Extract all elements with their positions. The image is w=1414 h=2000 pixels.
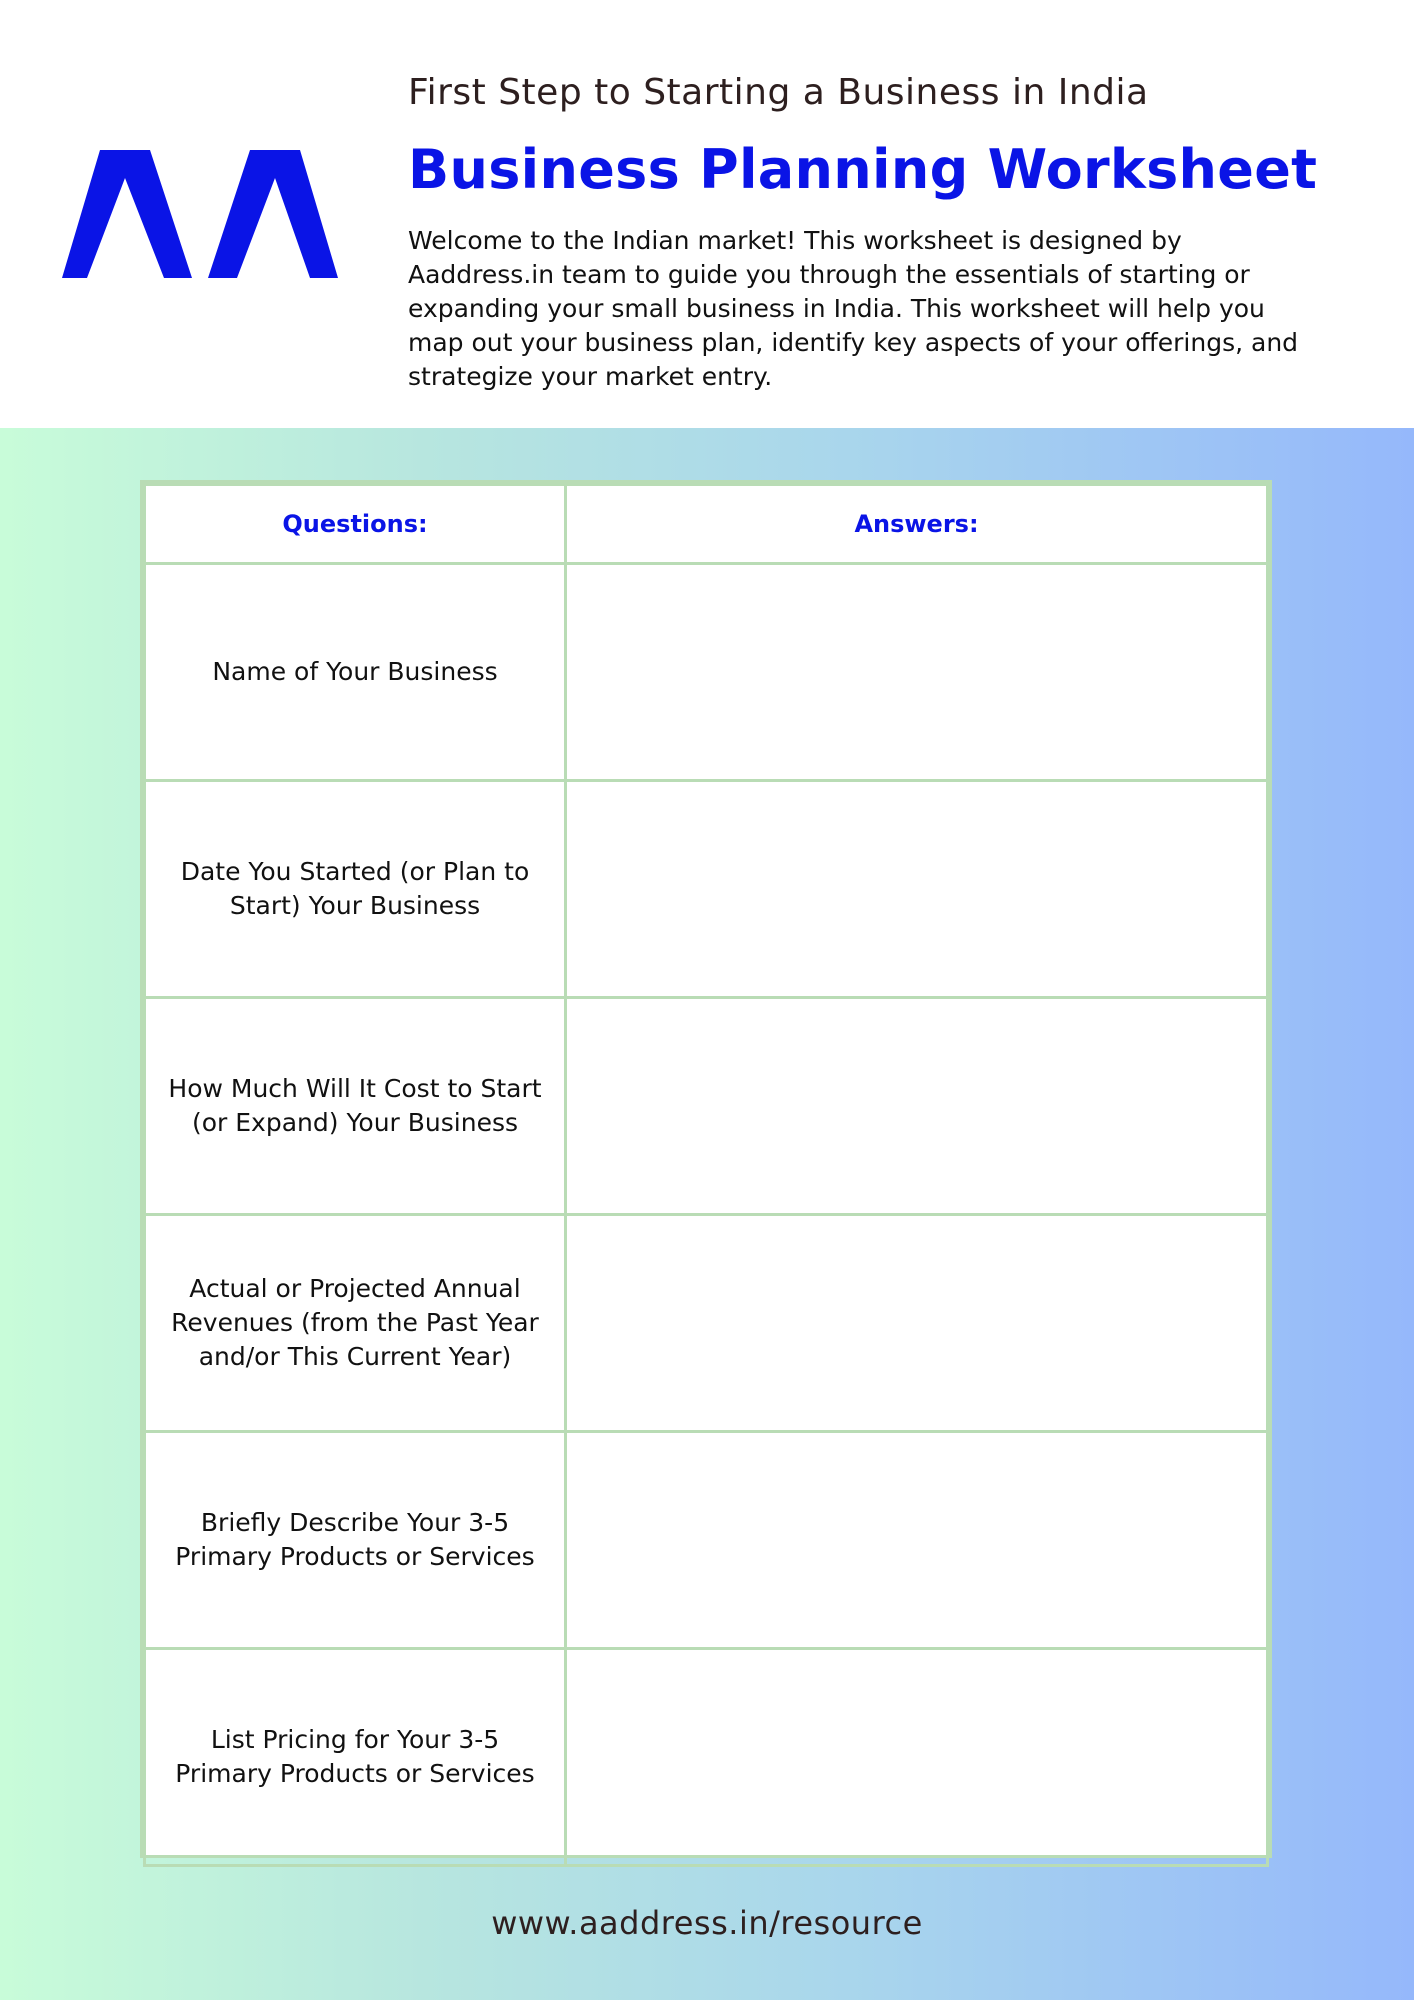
question-cell: How Much Will It Cost to Start (or Expand) Your Business (145, 998, 566, 1215)
question-cell: List Pricing for Your 3-5 Primary Products or Services (145, 1649, 566, 1866)
table-header-row (145, 485, 1268, 564)
answer-cell[interactable] (566, 1215, 1268, 1432)
table-row (145, 564, 1268, 781)
answer-cell[interactable] (566, 564, 1268, 781)
table-row (145, 998, 1268, 1215)
table-row (145, 1649, 1268, 1866)
worksheet-table (140, 480, 1272, 1858)
question-cell: Name of Your Business (145, 564, 566, 781)
header (0, 0, 1414, 428)
question-cell: Date You Started (or Plan to Start) Your Business (145, 781, 566, 998)
table-row (145, 1432, 1268, 1649)
question-cell: Briefly Describe Your 3-5 Primary Products or Services (145, 1432, 566, 1649)
questions-column-header: Questions: (145, 485, 566, 564)
page-title: Business Planning Worksheet (408, 138, 1318, 201)
footer-url[interactable]: www.aaddress.in/resource (491, 1904, 923, 1942)
answer-cell[interactable] (566, 781, 1268, 998)
table-row (145, 781, 1268, 998)
answer-cell[interactable] (566, 1649, 1268, 1866)
answer-cell[interactable] (566, 1432, 1268, 1649)
answer-cell[interactable] (566, 998, 1268, 1215)
aa-logo-icon (62, 150, 338, 278)
subtitle: First Step to Starting a Business in India (408, 72, 1149, 113)
intro-paragraph: Welcome to the Indian market! This worksheet is designed by Aaddress.in team to guide you through the essentials of starting or expanding your small business in India. This worksheet will help you map out your business plan, identify key aspects of your offerings, and strategize your market entry. (408, 226, 1299, 391)
question-cell: Actual or Projected Annual Revenues (from the Past Year and/or This Current Year) (145, 1215, 566, 1432)
answers-column-header: Answers: (566, 485, 1268, 564)
table-row (145, 1215, 1268, 1432)
